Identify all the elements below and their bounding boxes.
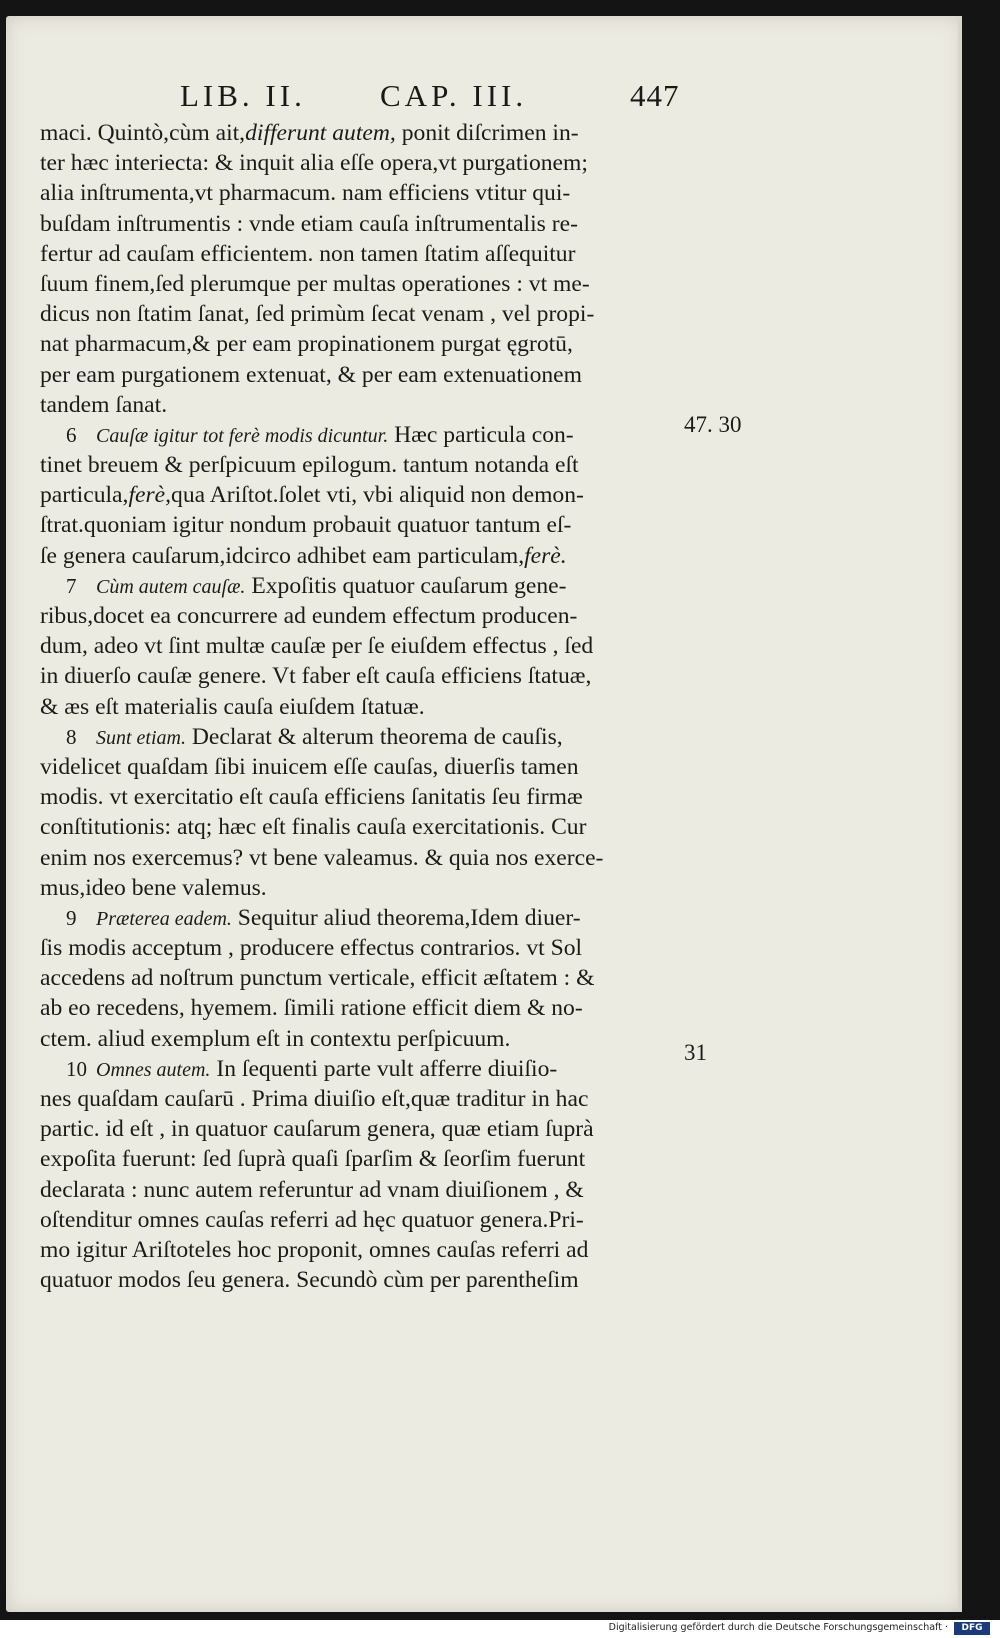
text-segment: Declarat & alterum theorema de cauſis, [186,723,563,750]
text-line [40,782,690,812]
text-segment: tandem ſanat. [40,391,168,418]
text-line [40,360,690,390]
text-segment: enim nos exercemus? vt bene valeamus. & quia nos exerce- [40,844,604,871]
text-segment: accedens ad noſtrum punctum verticale, efficit æſtatem : & [40,965,595,992]
text-segment: buſdam inſtrumentis : vnde etiam cauſa inſtrumentalis re- [40,210,578,237]
page-edge [958,16,962,1612]
text-line [40,329,690,359]
text-segment: alia inſtrumenta,vt pharmacum. nam efficiens vtitur qui- [40,180,571,207]
header-book: LIB. II. [180,78,306,113]
text-line [40,1054,690,1084]
paragraph-number: 8 [66,724,77,749]
text-segment: in diuerſo cauſæ genere. Vt faber eſt cauſa efficiens ſtatuæ, [40,663,592,690]
italic-word: ferè. [524,542,567,569]
text-line [40,993,690,1023]
commentary-text [40,118,690,1295]
text-line [40,722,690,752]
text-segment: maci. Quintò,cùm ait, [40,120,246,146]
paragraph-number: 9 [66,905,77,930]
text-line [40,812,690,842]
text-line [40,541,690,571]
footer-credit: Digitalisierung gefördert durch die Deutsche Forschungsgemeinschaft · [608,1622,948,1633]
text-line [40,601,690,631]
text-line [40,571,690,601]
text-segment: declarata : nunc autem referuntur ad vnam diuiſionem , & [40,1176,584,1203]
text-line [40,239,690,269]
text-line [40,420,690,450]
text-segment: fertur ad cauſam efficientem. non tamen ſtatim aſſequitur [40,240,576,267]
lemma: Præterea eadem. [96,907,232,930]
lemma: Sunt etiam. [96,726,186,749]
text-line [40,903,690,933]
digitization-footer [0,1620,1000,1638]
text-segment: particula, [40,482,129,509]
text-segment: videlicet quaſdam ſibi inuicem eſſe cauſas, diuerſis tamen [40,753,579,780]
text-segment: nes quaſdam cauſarū . Prima diuiſio eſt,quæ traditur in hac [40,1086,589,1112]
text-line [40,963,690,993]
text-segment: modis. vt exercitatio eſt cauſa efficiens ſanitatis ſeu firmæ [40,784,583,811]
text-segment: quatuor modos ſeu genera. Secundò cùm per parentheſim [40,1267,579,1294]
text-segment: ponit diſcrimen in- [395,120,579,146]
text-line [40,1024,690,1054]
text-line [40,1144,690,1174]
text-segment: mus,ideo bene valemus. [40,874,267,901]
text-segment: ctem. aliud exemplum eſt in contextu perſpicuum. [40,1025,511,1052]
italic-word: ferè, [128,482,172,509]
running-header [180,78,700,118]
margin-note: 31 [684,1040,707,1065]
text-line [40,118,690,148]
text-line [40,178,690,208]
text-segment: Sequitur aliud theorema,Idem diuer- [231,904,581,931]
text-line [40,148,690,178]
text-line [40,510,690,540]
text-line [40,299,690,329]
paragraph-number: 10 [66,1056,87,1081]
text-segment: per eam purgationem extenuat, & per eam extenuationem [40,361,583,388]
text-line [40,1175,690,1205]
page-number: 447 [630,78,680,113]
text-segment: expoſita fuerunt: ſed ſuprà quaſi ſparſim & ſeorſim fuerunt [40,1146,586,1173]
text-line [40,480,690,510]
text-segment: Expoſitis quatuor cauſarum gene- [245,572,567,599]
text-line [40,631,690,661]
text-line [40,692,690,722]
text-segment: ſuum finem,ſed plerumque per multas operationes : vt me- [40,270,590,297]
lemma: Cauſæ igitur tot ferè modis dicuntur. [96,424,389,447]
text-line [40,450,690,480]
dfg-logo: DFG [954,1622,990,1635]
text-line [40,390,690,420]
text-segment: dum, adeo vt ſint multæ cauſæ per ſe eiuſdem effectus , ſed [40,633,594,660]
text-segment: oſtenditur omnes cauſas referri ad hęc quatuor genera.Pri- [40,1206,584,1233]
text-segment: ab eo recedens, hyemem. ſimili ratione efficit diem & no- [40,995,583,1022]
paragraph-number: 7 [66,573,77,598]
text-segment: Hæc particula con- [388,421,574,448]
text-line [40,843,690,873]
margin-note: 47. 30 [684,412,742,437]
text-segment: & æs eſt materialis cauſa eiuſdem ſtatuæ. [40,693,425,720]
text-segment: ſe genera cauſarum,idcirco adhibet eam particulam, [40,542,525,569]
text-segment: In ſequenti parte vult afferre diuiſio- [210,1055,558,1082]
text-line [40,1114,690,1144]
text-line [40,873,690,903]
text-segment: tinet breuem & perſpicuum epilogum. tantum notanda eſt [40,452,579,479]
text-line [40,209,690,239]
text-segment: conſtitutionis: atq; hæc eſt finalis cauſa exercitationis. Cur [40,814,587,841]
italic-word: differunt autem, [245,120,396,146]
text-segment: mo igitur Ariſtoteles hoc proponit, omnes cauſas referri ad [40,1236,589,1263]
text-line [40,1205,690,1235]
text-line [40,1084,690,1114]
text-segment: nat pharmacum,& per eam propinationem purgat ęgrotū, [40,331,573,358]
text-line [40,1235,690,1265]
lemma: Cùm autem cauſæ. [96,575,246,598]
text-segment: partic. id eſt , in quatuor cauſarum genera, quæ etiam ſuprà [40,1116,594,1143]
text-segment: ſtrat.quoniam igitur nondum probauit quatuor tantum eſ- [40,512,572,539]
text-line [40,269,690,299]
lemma: Omnes autem. [96,1058,211,1081]
text-line [40,1265,690,1295]
text-segment: ribus,docet ea concurrere ad eundem effectum producen- [40,603,578,629]
text-line [40,752,690,782]
paragraph-number: 6 [66,422,77,447]
header-chapter: CAP. III. [380,78,528,113]
text-line [40,933,690,963]
text-segment: ſis modis acceptum , producere effectus contrarios. vt Sol [40,935,583,962]
text-segment: qua Ariſtot.ſolet vti, vbi aliquid non demon- [171,482,584,509]
text-line [40,661,690,691]
text-segment: dicus non ſtatim ſanat, ſed primùm ſecat venam , vel propi- [40,301,595,328]
text-segment: ter hæc interiecta: & inquit alia eſſe opera,vt purgationem; [40,150,588,177]
